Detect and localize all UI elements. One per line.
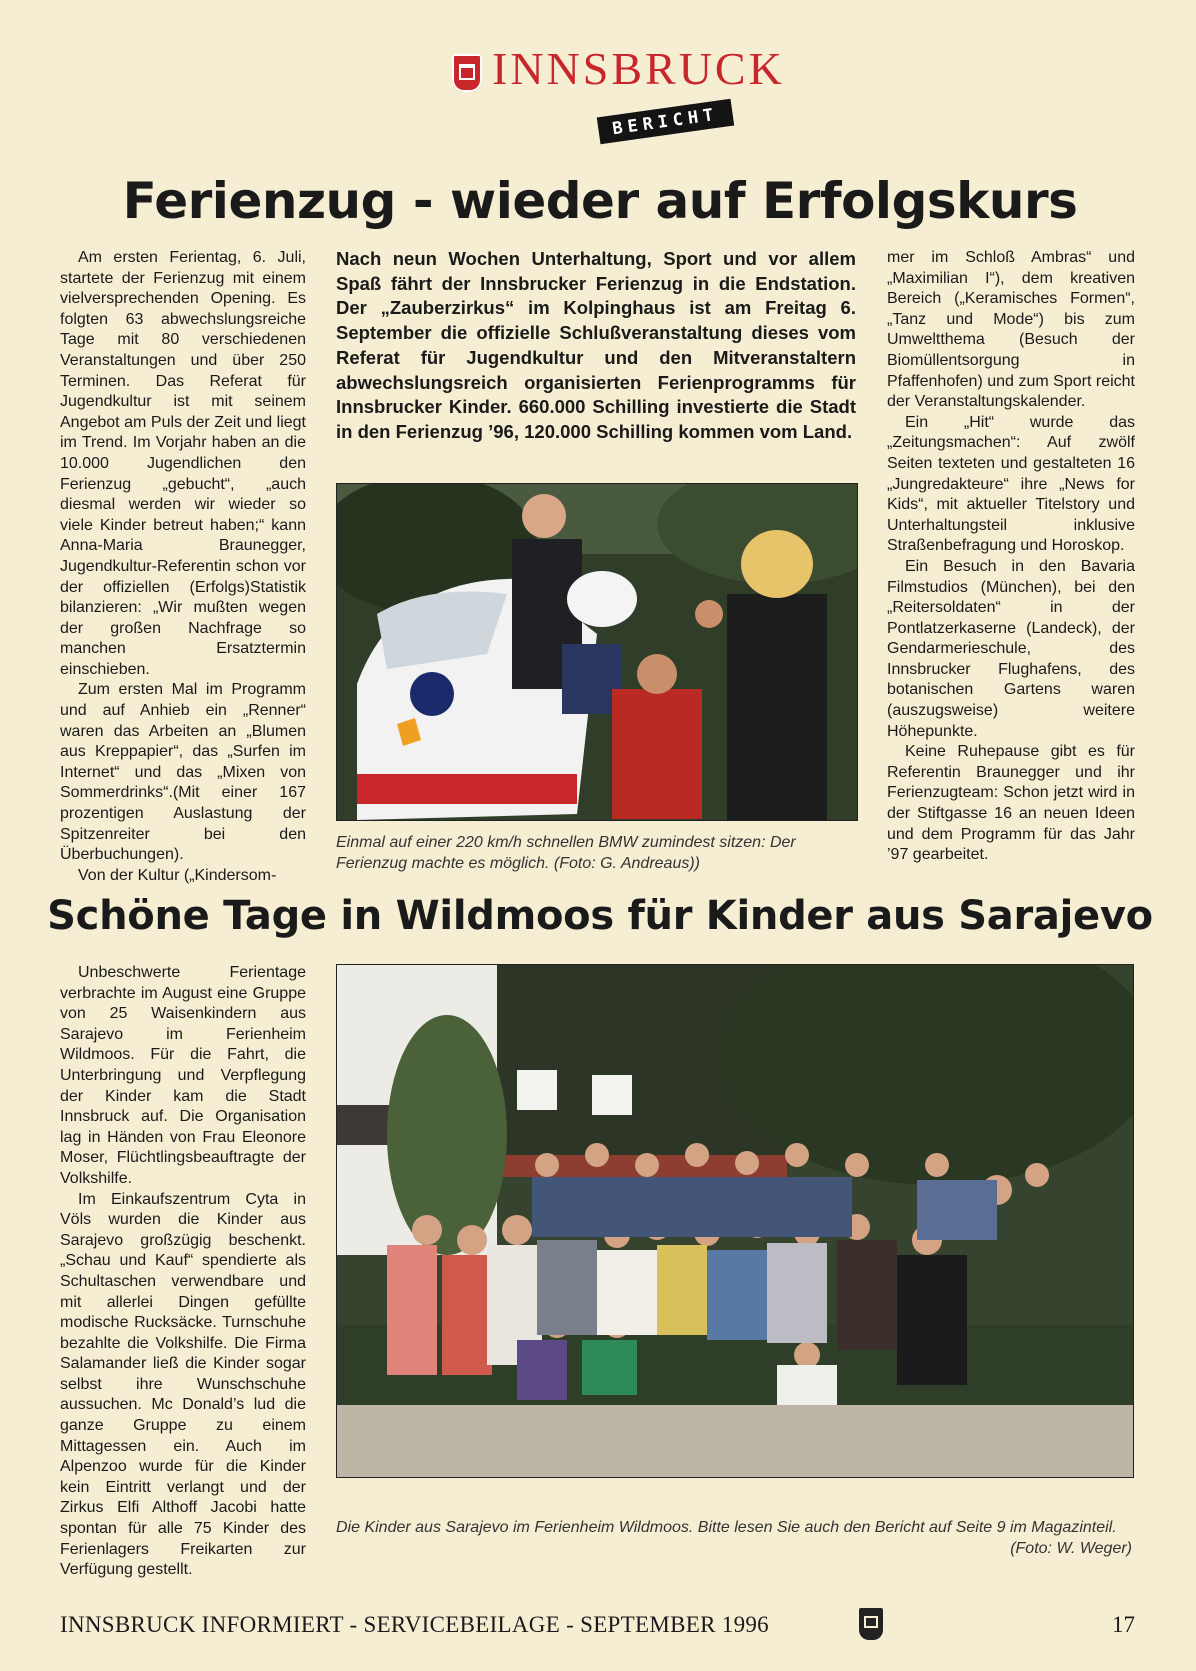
- article1-headline: Ferienzug - wieder auf Erfolgskurs: [122, 172, 1078, 230]
- article2-caption-text: Die Kinder aus Sarajevo im Ferienheim Wildmoos. Bitte lesen Sie auch den Bericht auf Seite 9 im Magazinteil.: [336, 1519, 1117, 1536]
- article2-photo: [336, 964, 1134, 1478]
- article1-column-1: [60, 248, 306, 886]
- article1-col1-paragraph: Am ersten Ferientag, 6. Juli, startete der Ferienzug mit einem vielversprechenden Opening. Es folgten 63 abwechslungsreiche Tage mit 80 verschiedenen Veranstaltungen und über 250 Terminen. Das Referat für Jugendkultur ist mit seinem Angebot am Puls der Zeit und liegt im Trend. Im Vorjahr haben an die 10.000 Jugendlichen den Ferienzug „gebucht“, „auch diesmal werden wir wieder so viele Kinder betreut haben;“ kann Anna-Maria Braunegger, Jugendkultur-Referentin schon vor der offiziellen (Erfolgs)Statistik bilanzieren: „Wir mußten wegen der großen Nachfrage so manchen Ersatztermin einschieben.: [60, 249, 306, 678]
- masthead-band: BERICHT: [597, 99, 734, 144]
- article1-col1-paragraph: Von der Kultur („Kindersom-: [78, 866, 277, 884]
- article1-col3-paragraph: Keine Ruhepause gibt es für Referentin Braunegger und ihr Ferienzugteam: Schon jetzt wird in der Stiftgasse 16 an neuen Ideen und dem Programm für das Jahr ’97 gearbeitet.: [887, 743, 1135, 864]
- page-footer: [60, 1612, 1135, 1642]
- footer-crest-icon: [859, 1608, 883, 1640]
- article1-col3-paragraph: mer im Schloß Ambras“ und „Maximilian I“), dem kreativen Bereich („Keramisches Formen“, „Tanz und Mode“) bis zum Umweltthema (Besuch der Biomüllentsorgung in Pfaffenhofen) und zum Sport reicht der Veranstaltungskalender.: [887, 249, 1135, 411]
- footer-publication: INNSBRUCK INFORMIERT - SERVICEBEILAGE - SEPTEMBER 1996: [60, 1612, 769, 1637]
- article2-col1-paragraph: Im Einkaufszentrum Cyta in Völs wurden die Kinder aus Sarajevo großzügig beschenkt. „Schau und Kauf“ spendierte als Schultaschen verwendbare und mit allerlei Dingen gefüllte modische Rucksäcke. Turnschuhe bezahlte die Volkshilfe. Die Firma Salamander ließ die Kinder sogar selbst ihre Wunschschuhe aussuchen. Mc Donald’s lud die ganze Gruppe zu einem Mittagessen ein. Auch im Alpenzoo wurde für die Kinder kein Eintritt verlangt und der Zirkus Elfi Althoff Jacobi hatte spontan für alle 75 Kinder des Ferienlagers Freikarten zur Verfügung gestellt.: [60, 1190, 306, 1579]
- article2-photo-caption: [336, 1517, 1132, 1559]
- article1-photo-caption: Einmal auf einer 220 km/h schnellen BMW zumindest sitzen: Der Ferienzug machte es möglich. (Foto: G. Andreaus)): [336, 834, 796, 872]
- page-number: 17: [1112, 1612, 1135, 1637]
- masthead: [448, 43, 785, 140]
- article1-col3-paragraph: Ein „Hit“ wurde das „Zeitungsmachen“: Auf zwölf Seiten texteten und gestalteten 16 „Jungredakteure“ ihre „News for Kids“, mit aktueller Titelstory und Unterhaltungsteil inklusive Straßenbefragung und Horoskop.: [887, 413, 1135, 555]
- article1-photo: [336, 483, 858, 821]
- masthead-title: INNSBRUCK: [492, 43, 785, 94]
- article1-column-3: [887, 248, 1135, 866]
- article2-col1-paragraph: Unbeschwerte Ferientage verbrachte im August eine Gruppe von 25 Waisenkindern aus Sarajevo im Ferienheim Wildmoos. Für die Fahrt, die Unterbringung und Verpflegung der Kinder kam die Stadt Innsbruck auf. Die Organisation lag in Händen von Frau Eleonore Moser, Flüchtlingsbeauftragte der Volkshilfe.: [60, 964, 306, 1187]
- group-photo-icon: [337, 965, 1133, 1477]
- innsbruck-crest-icon: [452, 54, 482, 92]
- article1-col3-paragraph: Ein Besuch in den Bavaria Filmstudios (München), bei den „Reitersoldaten“ in der Pontlatzerkaserne (Landeck), der Gendarmerieschule, des Innsbrucker Flughafens, des botanischen Gartens waren (auszugsweise) weitere Höhepunkte.: [887, 557, 1135, 740]
- article2-headline: Schöne Tage in Wildmoos für Kinder aus Sarajevo: [47, 893, 1153, 939]
- article1-lead: Nach neun Wochen Unterhaltung, Sport und vor allem Spaß fährt der Innsbrucker Ferienzug in die Endstation. Der „Zauberzirkus“ im Kolpinghaus ist am Freitag 6. September die offizielle Schlußveranstaltung dieses vom Referat für Jugendkultur und den Mitveranstaltern abwechslungsreich organisierten Ferienprogramms für Innsbrucker Kinder. 660.000 Schilling investierte die Stadt in den Ferienzug ’96, 120.000 Schilling kommen vom Land.: [336, 248, 856, 442]
- article2-column-1: [60, 963, 306, 1581]
- article1-col1-paragraph: Zum ersten Mal im Programm und auf Anhieb ein „Renner“ waren das Arbeiten an „Blumen aus Kreppapier“, das „Surfen im Internet“ und das „Mixen von Sommerdrinks“.(Mit einer 167 prozentigen Auslastung der Spitzenreiter bei den Überbuchungen).: [60, 681, 306, 864]
- motorcycle-photo-icon: [337, 484, 857, 820]
- article2-photo-credit: (Foto: W. Weger): [1010, 1540, 1132, 1557]
